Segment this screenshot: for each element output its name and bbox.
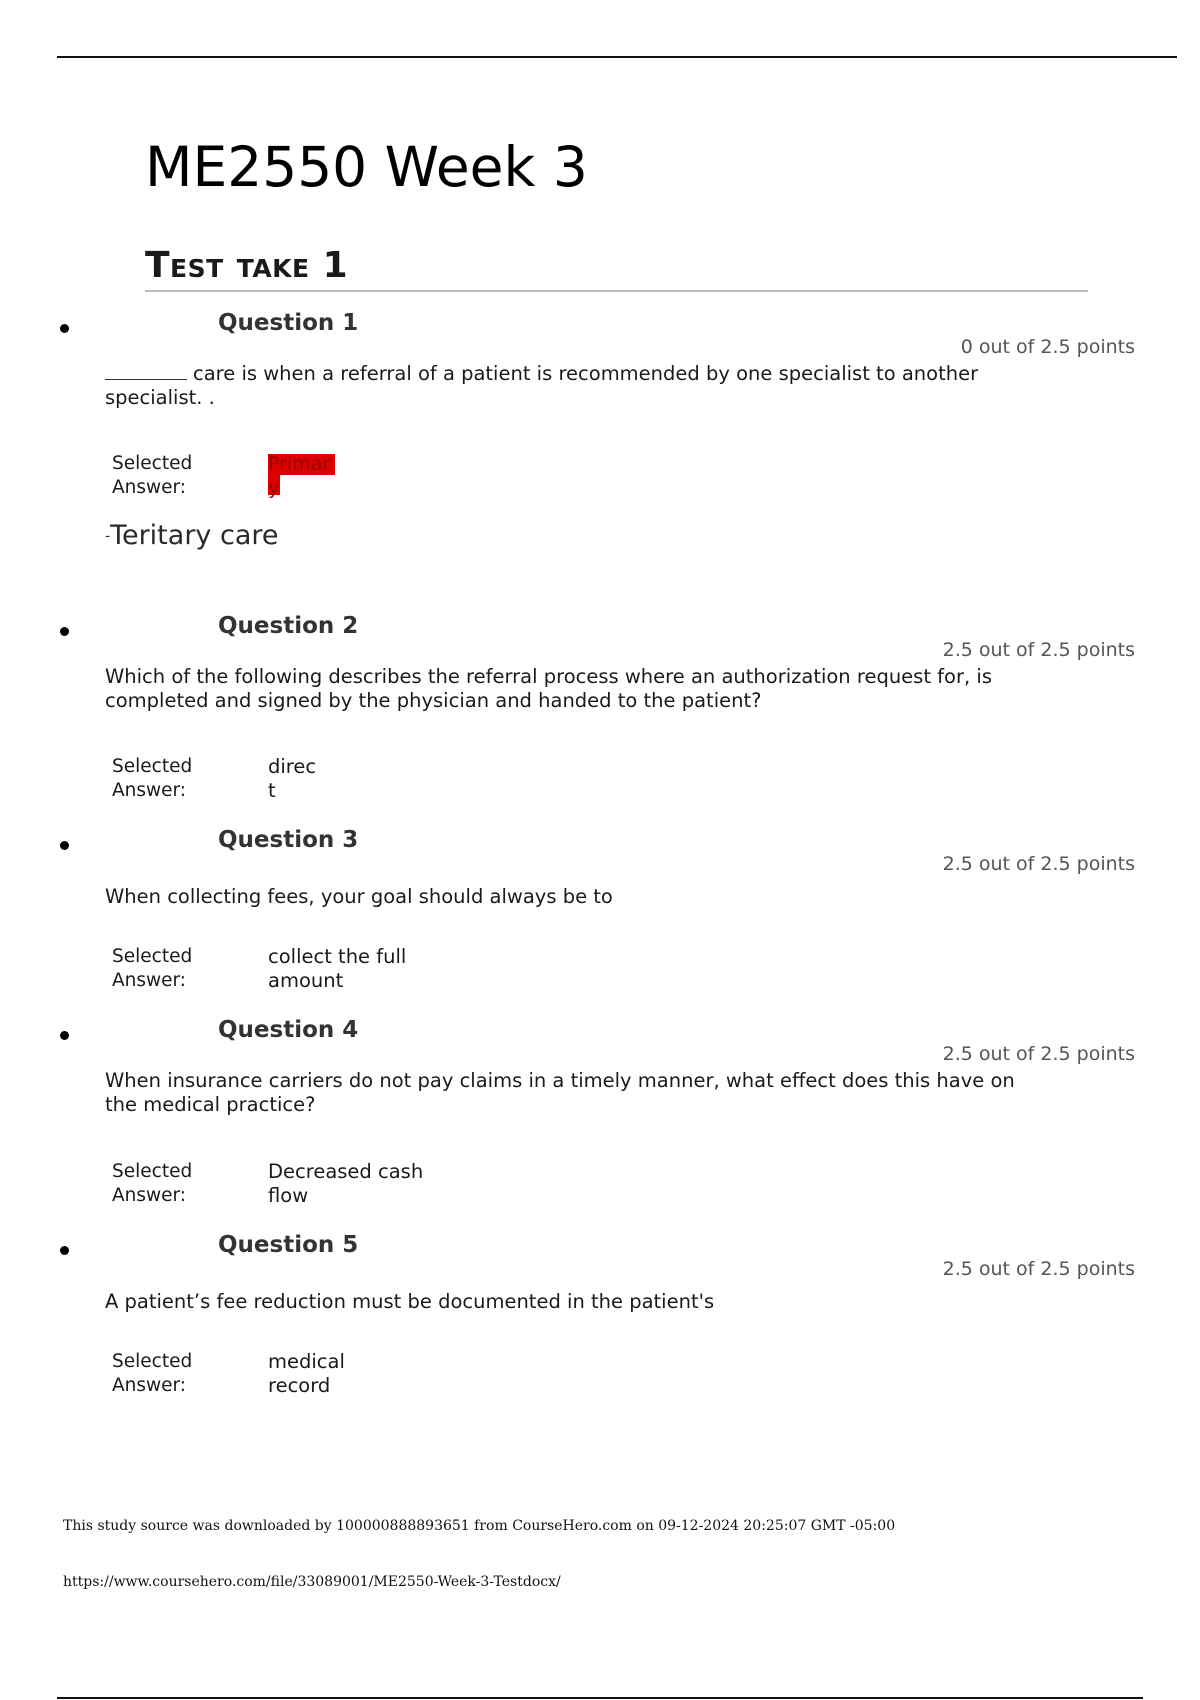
question-text-body: care is when a referral of a patient is recommended by one specialist to another specialist. . (105, 362, 979, 409)
bullet-icon (60, 627, 69, 636)
question-heading: Question 3 (218, 827, 359, 853)
question-text (105, 362, 1025, 410)
selected-answer-label: Selected Answer: (112, 453, 193, 498)
question-points: 0 out of 2.5 points (960, 336, 1135, 358)
bottom-rule (57, 1697, 1143, 1699)
selected-answer (268, 452, 338, 506)
question-heading: Question 2 (218, 613, 359, 639)
incorrect-answer-highlight (268, 452, 338, 500)
note-text: Teritary care (110, 520, 279, 551)
bullet-icon (60, 841, 69, 850)
bullet-icon (60, 324, 69, 333)
bullet-icon (60, 1031, 69, 1040)
question-points: 2.5 out of 2.5 points (942, 1258, 1135, 1280)
question-heading: Question 1 (218, 310, 359, 336)
document-subtitle: Test take 1 (145, 248, 1088, 292)
selected-answer: medical record (268, 1350, 345, 1397)
question-points: 2.5 out of 2.5 points (942, 853, 1135, 875)
question-points: 2.5 out of 2.5 points (942, 639, 1135, 661)
document-title: ME2550 Week 3 (145, 135, 588, 199)
note-dash: - (105, 528, 111, 545)
top-rule (57, 56, 1177, 58)
fill-in-blank (105, 365, 187, 380)
incorrect-answer-text: Primary (268, 453, 331, 499)
selected-answer: Decreased cash flow (268, 1160, 424, 1207)
selected-answer-label: Selected Answer: (112, 756, 193, 801)
selected-answer: direct (268, 755, 317, 802)
question-text: Which of the following describes the referral process where an authorization request for, is completed and signed by the physician and handed to the patient? (105, 665, 992, 712)
question-heading: Question 4 (218, 1017, 359, 1043)
bullet-icon (60, 1246, 69, 1255)
question-text: When collecting fees, your goal should always be to (105, 885, 613, 908)
selected-answer-label: Selected Answer: (112, 946, 193, 991)
source-url[interactable]: https://www.coursehero.com/file/33089001/ME2550-Week-3-Testdocx/ (63, 1574, 561, 1590)
question-points: 2.5 out of 2.5 points (942, 1043, 1135, 1065)
selected-answer-label: Selected Answer: (112, 1351, 193, 1396)
question-text: A patient’s fee reduction must be documented in the patient's (105, 1290, 715, 1313)
question-heading: Question 5 (218, 1232, 359, 1258)
download-source-notice: This study source was downloaded by 100000888893651 from CourseHero.com on 09-12-2024 20:25:07 GMT -05:00 (63, 1518, 896, 1534)
handwritten-note (105, 520, 278, 551)
selected-answer-label: Selected Answer: (112, 1161, 193, 1206)
selected-answer: collect the full amount (268, 945, 407, 992)
question-text: When insurance carriers do not pay claims in a timely manner, what effect does this have on the medical practice? (105, 1069, 1015, 1116)
